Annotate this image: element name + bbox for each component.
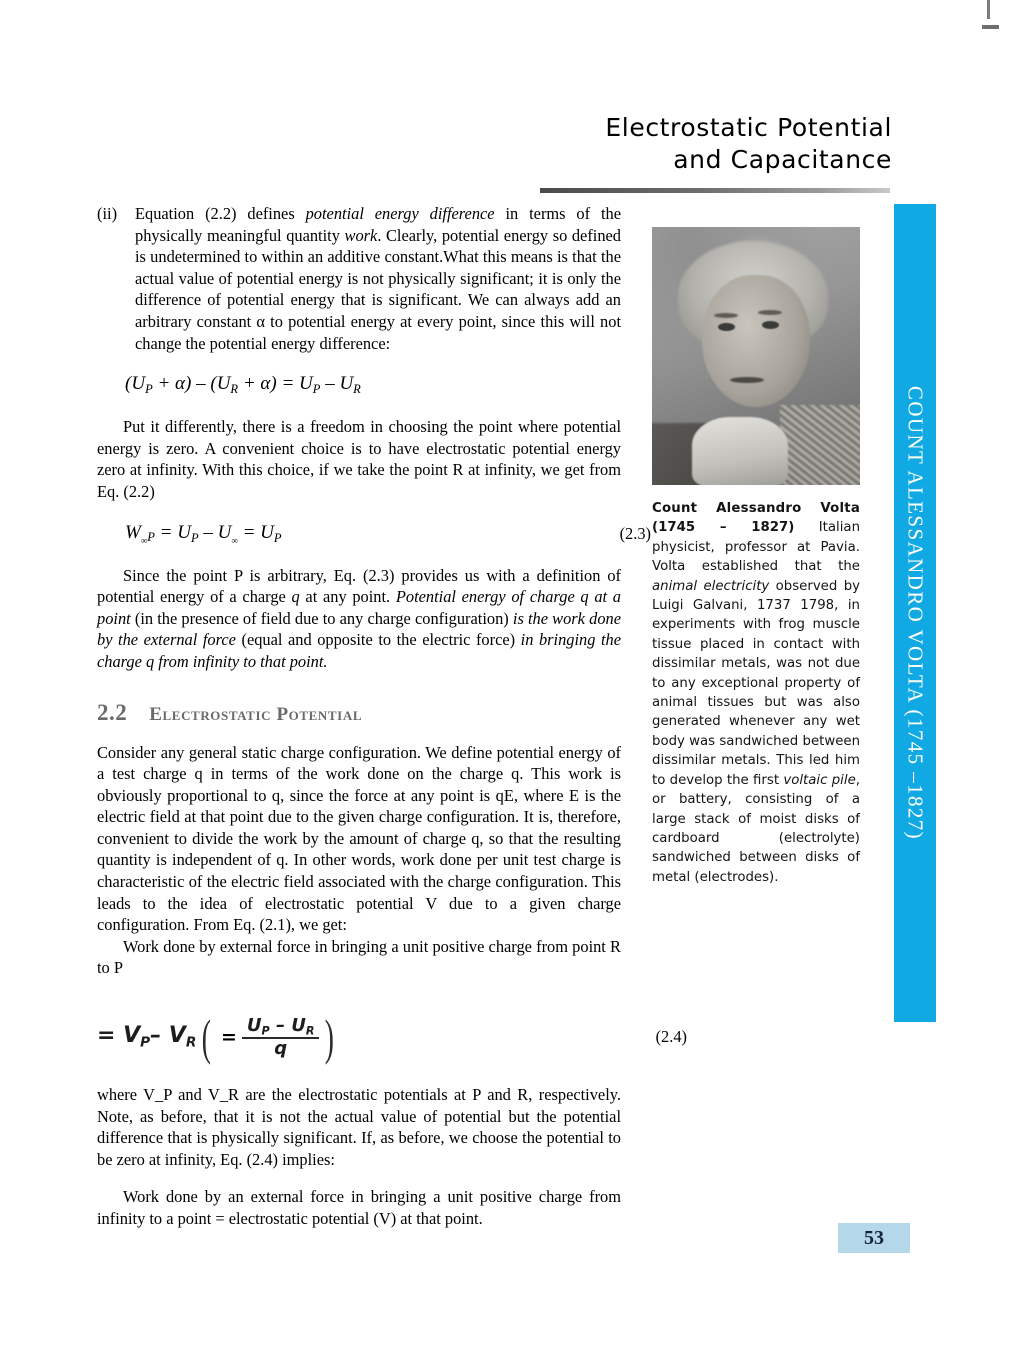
list-item-text-2: in terms of the physically meaningful quantity xyxy=(135,204,621,245)
equation-2-4-row xyxy=(97,1006,687,1068)
volta-caption-name: Count Alessandro Volta xyxy=(652,501,860,516)
since-text-2: at any point. xyxy=(299,587,396,607)
section-heading-2-2 xyxy=(97,700,621,726)
equation-2-4-left: = $V_P-$ $V_R$ xyxy=(97,1023,197,1051)
fraction-denominator: q xyxy=(274,1037,288,1059)
portrait-brow-left xyxy=(714,313,738,318)
list-item-text-1: Equation (2.2) defines xyxy=(135,204,306,223)
equation-alpha-cancellation-row xyxy=(97,370,621,400)
since-q-italic: q xyxy=(291,587,300,607)
crop-registration-mark xyxy=(974,0,1002,34)
portrait-eye-right xyxy=(762,321,779,329)
running-head xyxy=(540,112,892,193)
paragraph-put-it-differently: Put it differently, there is a freedom in choosing the point where potential energy is zero. A convenient choice is to have electrostatic potential energy zero at infinity. With this choice, if we take the point R at infinity, we get from Eq. (2.2) xyxy=(97,417,621,501)
volta-caption-body-2: observed by Luigi Galvani, 1737 1798, in experiments with frog muscle tissue placed in contact with dissimilar metals, was not due to any exceptional property of animal tissues but was also generated whenever any wet body was sandwiched between dissimilar metals. This led him to develop the first xyxy=(652,578,860,788)
equation-2-4-fraction xyxy=(242,1015,320,1059)
since-text-4: (equal and opposite to the electric force) xyxy=(235,630,521,650)
portrait-eye-left xyxy=(718,323,735,331)
crop-mark-horizontal xyxy=(982,25,999,29)
since-italic-2: is the work done by the external force xyxy=(97,608,621,650)
paragraph-since-point-p xyxy=(97,565,621,673)
page-number-badge: 53 xyxy=(838,1223,910,1253)
running-head-line-2: and Capacitance xyxy=(673,145,892,174)
vertical-side-tab-label: COUNT ALESSANDRO VOLTA (1745 –1827) xyxy=(903,385,928,841)
equation-2-4-fraction-group xyxy=(221,1015,320,1059)
paragraph-where-vp-vr: where V_P and V_R are the electrostatic potentials at P and R, respectively. Note, as before, that it is not the actual value of potential but the potential difference that is physically significant. If, as before, we choose the potential to be zero at infinity, Eq. (2.4) implies: xyxy=(97,1085,621,1169)
equation-alpha-cancellation: $(U_P + \alpha) - (U_R + \alpha) = U_P - U_R$ xyxy=(125,373,361,397)
running-head-rule xyxy=(540,188,890,193)
list-item-italic-2: work xyxy=(344,225,378,245)
list-item-text-3: . Clearly, potential energy so defined is undetermined to within an additive constant.What this means is that the actual value of potential energy is not physically significant; it is only the difference of potential energy that is significant. We can always add an arbitrary constant α to potential energy at every point, since this will not change the potential energy difference: xyxy=(135,225,622,353)
equation-2-4-equals: = xyxy=(220,1026,237,1049)
equation-2-3-row xyxy=(97,519,651,549)
running-head-line-1: Electrostatic Potential xyxy=(605,113,892,142)
portrait-epaulette xyxy=(780,405,860,485)
equation-2-4-paren-close: ) xyxy=(325,1009,335,1066)
crop-mark-vertical xyxy=(987,0,990,19)
portrait-face xyxy=(702,275,810,407)
sidebar-volta-biography xyxy=(652,227,864,887)
paragraph-consider-configuration: Consider any general static charge configuration. We define potential energy of a test charge q in terms of the work done on the charge q. This work is obviously proportional to q, since the force at any point is qE, where E is the electric field at that point due to the given charge configuration. It is, therefore, convenient to divide the work by the amount of charge q, so that the resulting quantity is independent of q. In other words, work done per unit test charge is characteristic of the electric field associated with the charge configuration. This leads to the idea of electrostatic potential V due to a given charge configuration. From Eq. (2.1), we get: xyxy=(97,742,621,935)
equation-2-3-number: (2.3) xyxy=(619,523,651,543)
volta-caption-years: (1745 – 1827) xyxy=(652,520,795,536)
paragraph-work-done-r-to-p: Work done by external force in bringing a unit positive charge from point R to P xyxy=(97,936,621,978)
volta-portrait-image xyxy=(652,227,860,485)
section-number: 2.2 xyxy=(97,699,128,725)
volta-caption-body-1: Italian physicist, professor at Pavia. Volta established that the xyxy=(652,520,860,575)
volta-caption-body-3: , or battery, consisting of a large stack of moist disks of cardboard (electrolyte) sandwiched between disks of metal (electrodes). xyxy=(652,772,860,885)
since-text-1: Since the point P is arbitrary, Eq. (2.3) provides us with a definition of potential energy of a charge xyxy=(97,565,621,607)
equation-2-4-paren-open: ( xyxy=(202,1009,212,1066)
fraction-numerator: $U_P - U_R$ xyxy=(242,1015,320,1039)
volta-caption xyxy=(652,499,860,887)
equation-2-3: $W_{\infty P} = U_P - U_\infty = U_P$ xyxy=(125,521,282,546)
since-italic-1: Potential energy of charge q at a point xyxy=(97,587,621,628)
volta-caption-italic-2: voltaic pile xyxy=(783,772,856,788)
list-item-ii xyxy=(97,203,621,354)
equation-2-4-number: (2.4) xyxy=(655,1027,687,1047)
portrait-collar xyxy=(692,417,788,485)
section-title: Electrostatic Potential xyxy=(149,703,363,725)
volta-caption-italic-1: animal electricity xyxy=(652,578,770,594)
list-item-italic-1: potential energy difference xyxy=(305,204,495,223)
portrait-brow-right xyxy=(758,310,782,315)
portrait-mouth xyxy=(730,377,764,383)
since-text-3: (in the presence of field due to any charge configuration) xyxy=(130,608,513,628)
paragraph-final-definition: Work done by an external force in bringing a unit positive charge from infinity to a point = electrostatic potential (V) at that point. xyxy=(97,1187,621,1228)
main-text-column xyxy=(97,203,687,1230)
vertical-side-tab xyxy=(894,204,936,1022)
since-italic-3: in bringing the charge q from infinity to that point. xyxy=(97,630,622,671)
list-item-marker: (ii) xyxy=(97,204,118,223)
